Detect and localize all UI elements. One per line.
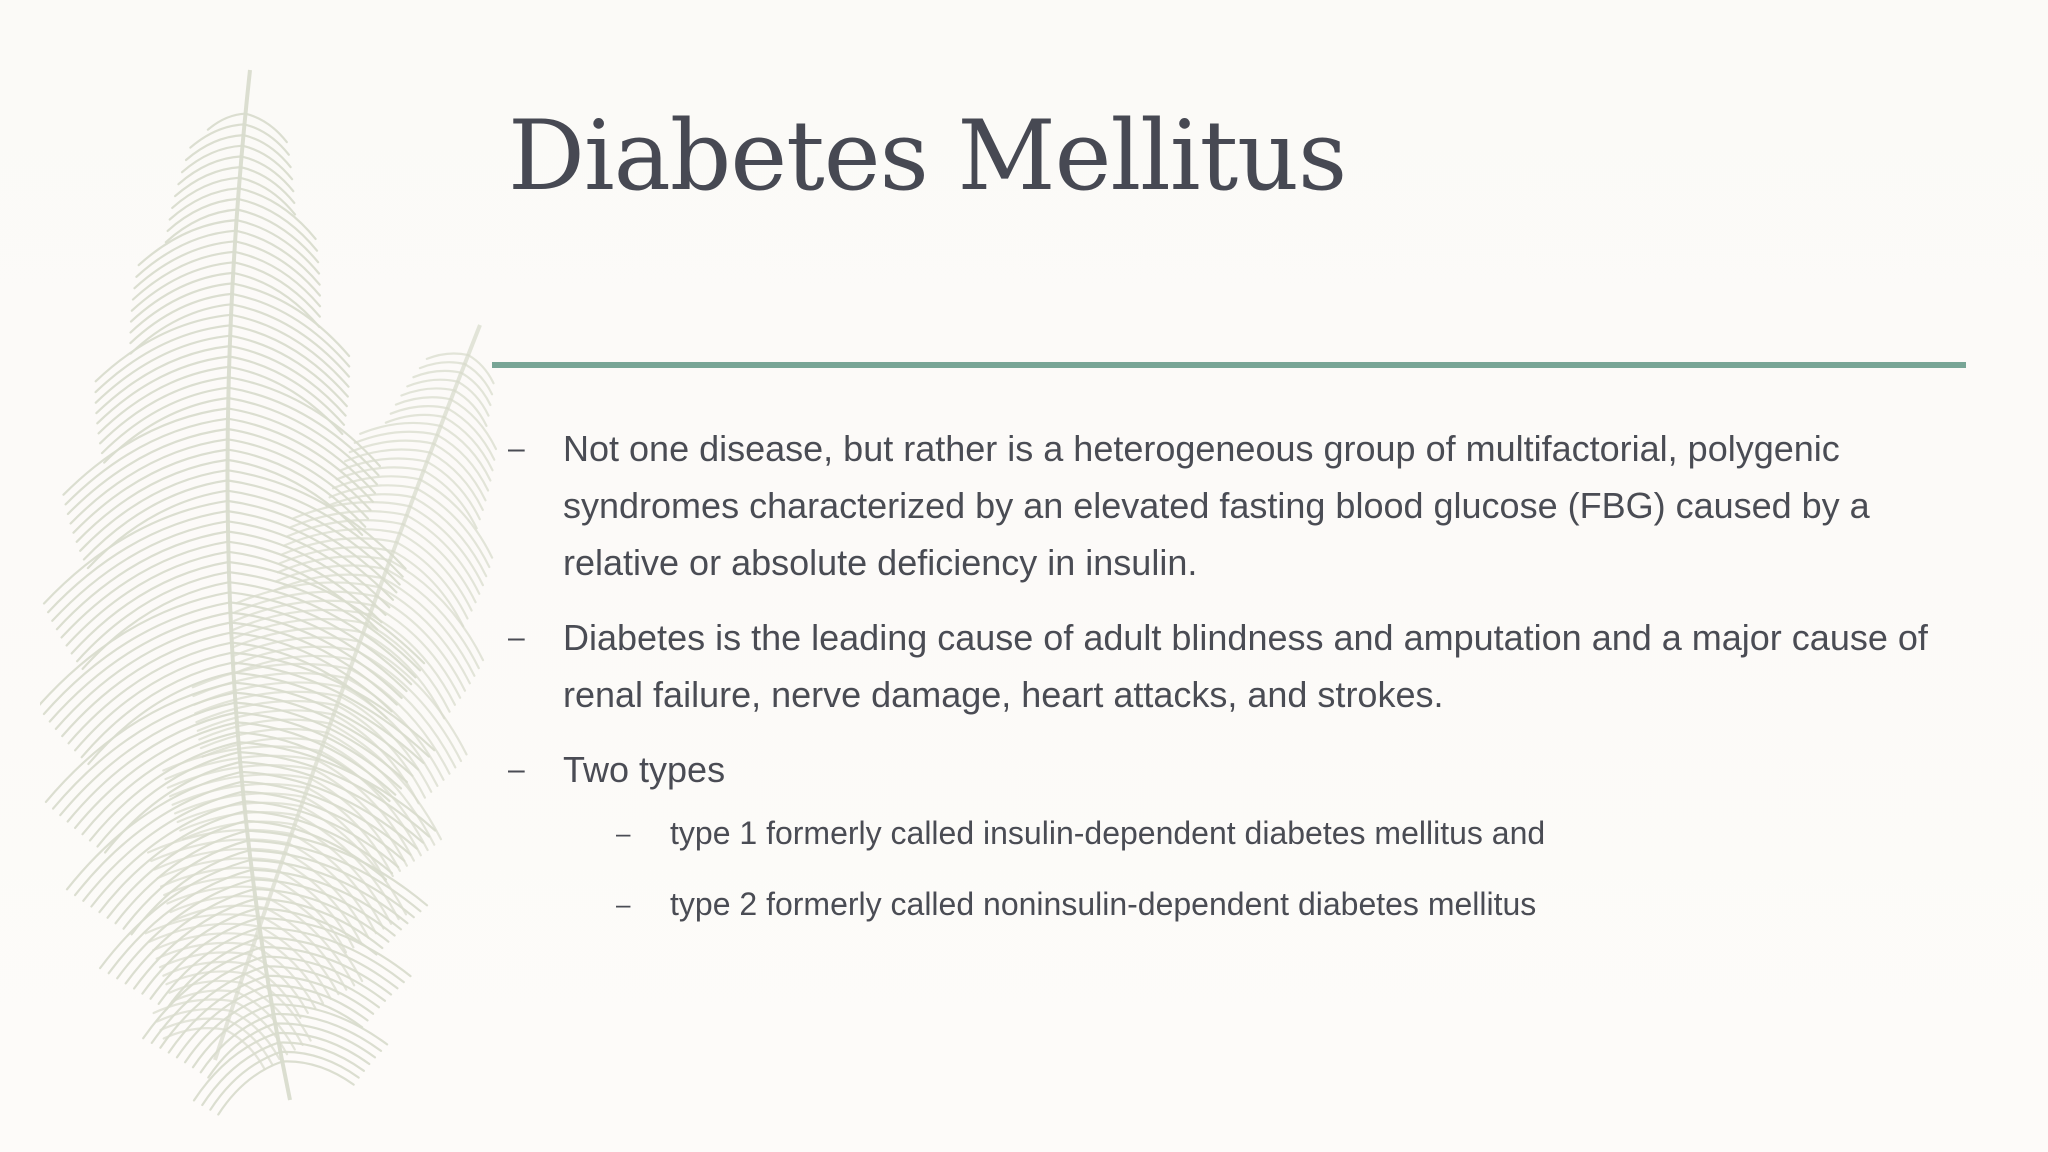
sub-bullet-dash: –	[616, 889, 631, 919]
slide-title: Diabetes Mellitus	[508, 100, 1347, 212]
sub-bullet-item	[616, 808, 1958, 858]
bullet-list	[508, 420, 1958, 929]
bullet-text: Diabetes is the leading cause of adult blindness and amputation and a major cause of renal failure, nerve damage, heart attacks, and strokes.	[563, 617, 1928, 715]
sub-bullet-text: type 2 formerly called noninsulin-dependent diabetes mellitus	[670, 886, 1537, 922]
bullet-item	[508, 609, 1958, 723]
sub-bullet-item	[616, 879, 1958, 929]
bullet-text: Two types	[563, 749, 726, 790]
bullet-text: Not one disease, but rather is a heterogeneous group of multifactorial, polygenic syndromes characterized by an elevated fasting blood glucose (FBG) caused by a relative or absolute deficiency in insulin.	[563, 428, 1870, 583]
feather-strokes	[40, 70, 496, 1115]
bullet-group	[563, 741, 1958, 929]
bullet-item	[508, 741, 1958, 929]
bullet-dash: –	[508, 753, 525, 786]
sub-bullet-dash: –	[616, 818, 631, 848]
sub-bullet-text: type 1 formerly called insulin-dependent diabetes mellitus and	[670, 815, 1546, 851]
bullet-dash: –	[508, 621, 525, 654]
bullet-dash: –	[508, 432, 525, 465]
sub-bullet-list	[563, 808, 1958, 929]
title-divider	[492, 362, 1966, 368]
bullet-item	[508, 420, 1958, 591]
